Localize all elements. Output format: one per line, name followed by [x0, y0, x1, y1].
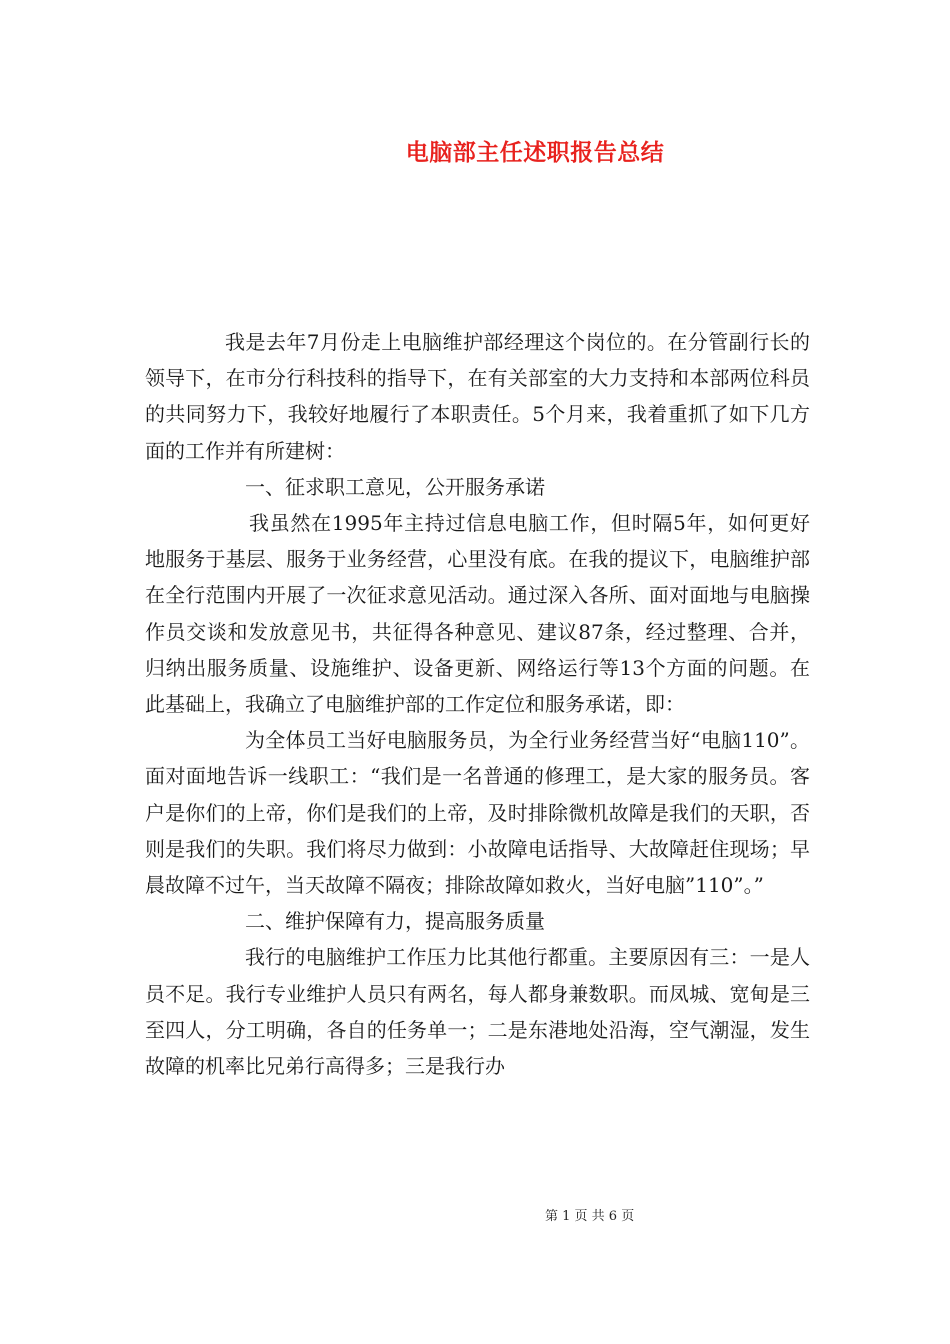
document-body — [145, 324, 810, 1084]
paragraph-intro: 我是去年7月份走上电脑维护部经理这个岗位的。在分管副行长的领导下，在市分行科技科的指导下，在有关部室的大力支持和本部两位科员的共同努力下，我较好地履行了本职责任。5个月来，我着重抓了如下几方面的工作并有所建树： — [145, 330, 810, 463]
paragraph-service-promise: 为全体员工当好电脑服务员，为全行业务经营当好“电脑110”。面对面地告诉一线职工：“我们是一名普通的修理工，是大家的服务员。客户是你们的上帝，你们是我们的上帝，及时排除微机故障是我们的天职，否则是我们的失职。我们将尽力做到：小故障电话指导、大故障赶住现场；早晨故障不过午，当天故障不隔夜；排除故障如救火，当好电脑”110”。” — [145, 728, 810, 898]
paragraph-section-1: 我虽然在1995年主持过信息电脑工作，但时隔5年，如何更好地服务于基层、服务于业务经营，心里没有底。在我的提议下，电脑维护部在全行范围内开展了一次征求意见活动。通过深入各所、面对面地与电脑操作员交谈和发放意见书，共征得各种意见、建议87条，经过整理、合并，归纳出服务质量、设施维护、设备更新、网络运行等13个方面的问题。在此基础上，我确立了电脑维护部的工作定位和服务承诺，即： — [145, 511, 810, 717]
section-heading-1: 一、征求职工意见，公开服务承诺 — [245, 474, 545, 499]
paragraph-section-2: 我行的电脑维护工作压力比其他行都重。主要原因有三：一是人员不足。我行专业维护人员只有两名，每人都身兼数职。而凤城、宽甸是三至四人，分工明确，各自的任务单一；二是东港地处沿海，空气潮湿，发生故障的机率比兄弟行高得多；三是我行办 — [145, 945, 810, 1079]
section-heading-2: 二、维护保障有力，提高服务质量 — [245, 909, 545, 934]
page-number-footer: 第 1 页 共 6 页 — [545, 1209, 635, 1224]
document-title: 电脑部主任述职报告总结 — [405, 139, 665, 166]
